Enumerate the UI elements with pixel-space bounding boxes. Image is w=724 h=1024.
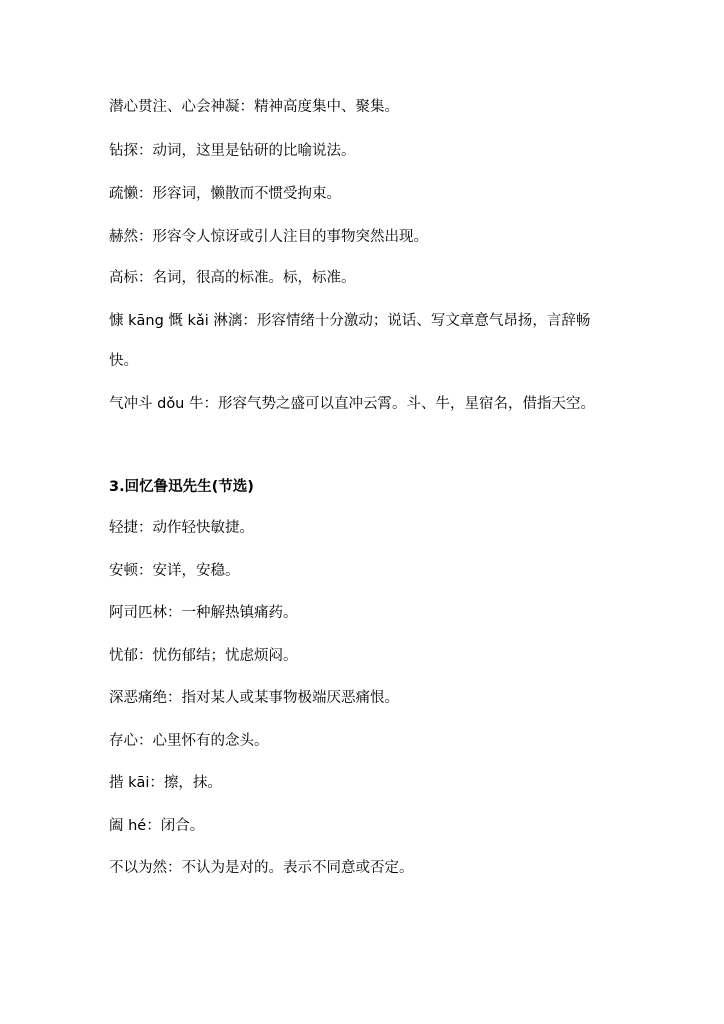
definition-line: 潜心贯注、心会神凝：精神高度集中、聚集。 <box>109 99 399 115</box>
definition-line: 揩 kāi：擦，抹。 <box>109 775 222 791</box>
definition-line: 忧郁：忧伤郁结；忧虑烦闷。 <box>109 648 298 664</box>
definition-line: 慷 kāng 慨 kǎi 淋漓：形容情绪十分激动；说话、写文章意气昂扬，言辞畅 <box>109 313 591 329</box>
definition-line: 钻探：动词，这里是钻研的比喻说法。 <box>109 143 356 159</box>
definition-line: 存心：心里怀有的念头。 <box>109 733 269 749</box>
definition-line: 阖 hé：闭合。 <box>109 818 205 834</box>
definition-line: 深恶痛绝：指对某人或某事物极端厌恶痛恨。 <box>109 690 399 706</box>
section-heading: 3.回忆鲁迅先生(节选) <box>109 479 254 495</box>
definition-line: 气冲斗 dǒu 牛：形容气势之盛可以直冲云霄。斗、牛，星宿名，借指天空。 <box>109 396 595 412</box>
definition-line: 轻捷：动作轻快敏捷。 <box>109 520 254 536</box>
definition-line: 高标：名词，很高的标准。标，标准。 <box>109 270 356 286</box>
definition-line: 疏懒：形容词，懒散而不惯受拘束。 <box>109 186 341 202</box>
definition-line: 阿司匹林：一种解热镇痛药。 <box>109 605 298 621</box>
definition-line: 不以为然：不认为是对的。表示不同意或否定。 <box>109 860 414 876</box>
definition-line: 赫然：形容令人惊讶或引人注目的事物突然出现。 <box>109 229 428 245</box>
definition-line: 安顿：安详，安稳。 <box>109 563 240 579</box>
definition-line-continued: 快。 <box>109 353 138 369</box>
